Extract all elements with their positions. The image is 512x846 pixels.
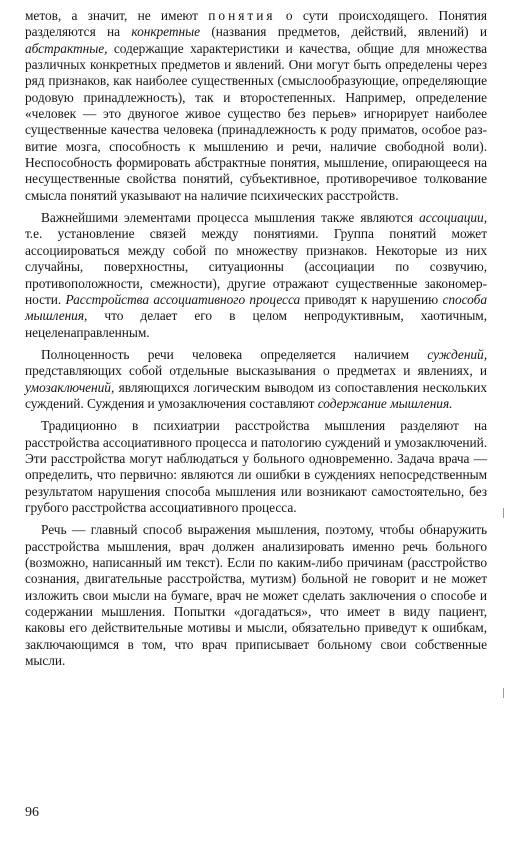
text-run: что делает его в целом непродуктивным, хаотичным, нецеленаправленным.: [25, 308, 487, 340]
term-thinking-content: содержание мышления.: [317, 395, 453, 411]
paragraph-judgements: [25, 347, 487, 412]
term-associations: ассоциации,: [419, 210, 487, 226]
text-run: метов, а значит, не имеют: [25, 8, 209, 23]
term-association-disorders: Расстройства ассоциативного процесса: [65, 291, 301, 307]
margin-scan-mark: [503, 508, 504, 518]
text-run: Полноценность речи человека определяется наличием: [41, 346, 428, 362]
text-run: представляющих собой отдельные высказывания о предметах и явлениях, и: [25, 363, 487, 379]
term-ponyatiya: понятия: [208, 8, 276, 23]
paragraph-associations: [25, 210, 487, 341]
paragraph-traditional: [25, 418, 487, 516]
text-run: являющихся логическим выводом из сопоставления нескольких суждений. Суждения и умозаключения составляют: [25, 379, 487, 411]
text-run: приводят к нарушению: [300, 291, 443, 307]
text-run: Речь — главный способ выражения мышления, поэтому, чтобы обнаружить расстройства мышления, врач должен анализировать именно речь больного (возможно, написанный им текст). Если по каким-либо причинам (расстройство сознания, двигательные расстройства, мутизм) больной не говорит и не может изложить свои мысли на бумаге, врач не может сделать заключения о способе и содержании мышления. Попытки «догадаться», что имеет в виду пациент, каковы его действительные мотивы и мысли, обязательно приведут к ошибкам, заключающимся в том, что врач приписывает больному свои собственные мысли.: [25, 522, 487, 669]
text-run: Важнейшими элементами процесса мышления также являются: [41, 210, 420, 226]
term-thinking-method: способа мышления,: [25, 291, 487, 324]
text-run: (названия предметов, действий, явлений) и: [200, 24, 487, 40]
term-concrete: конкретные: [131, 24, 201, 40]
page-number: 96: [25, 805, 39, 820]
page-body: [25, 8, 487, 675]
paragraph-speech: [25, 522, 487, 669]
term-judgements: суждений,: [427, 346, 487, 362]
term-inferences: умозаключений,: [25, 379, 115, 395]
text-run: Традиционно в психиатрии расстройства мышления разделяют на расстройства ассоциативного процесса и патологию суждений и умозаключений. Эти расстройства могут наблюдаться у больного одновременно. Задача врача — определить, что первично: являются ли ошибки в суждениях непосредственным результатом нарушения способа мышления или возникают самостоятельно, без грубого расстройства ассоциативного процесса.: [25, 418, 487, 515]
paragraph-concepts: [25, 8, 487, 204]
term-abstract: абстрактные,: [25, 40, 108, 56]
margin-scan-mark: [503, 688, 504, 698]
text-run: содержащие характеристики и качества, общие для множества различных конкретных предметов и явлений. Они могут быть определены через ряд признаков, как наиболее существенных (смыслообразующие, определяющие родовую принадлежность), так и второстепенных. Например, определение «человек — это двуногое живое существо без перьев» игнорирует наиболее существенные качества человека (принадлежность к роду приматов, особое развитие мозга, способность к мышлению и речи, наличие свободной воли). Неспособность формировать абстрактные понятия, мышление, опирающееся на несущественные свойства понятий, субъективное, противоречивое толкование смысла понятий указывают на наличие психических расстройств.: [25, 40, 487, 203]
text-run: т.е. установление связей между понятиями. Группа понятий может ассоциироваться между собой по множеству признаков. Некоторые из них случайны, поверхностны, ситуационны (ассоциации по созвучию, противоположности, смежности), другие отражают существенные закономерности.: [25, 226, 487, 307]
text-run: о сути происходящего. Понятия разделяются на: [25, 8, 487, 40]
